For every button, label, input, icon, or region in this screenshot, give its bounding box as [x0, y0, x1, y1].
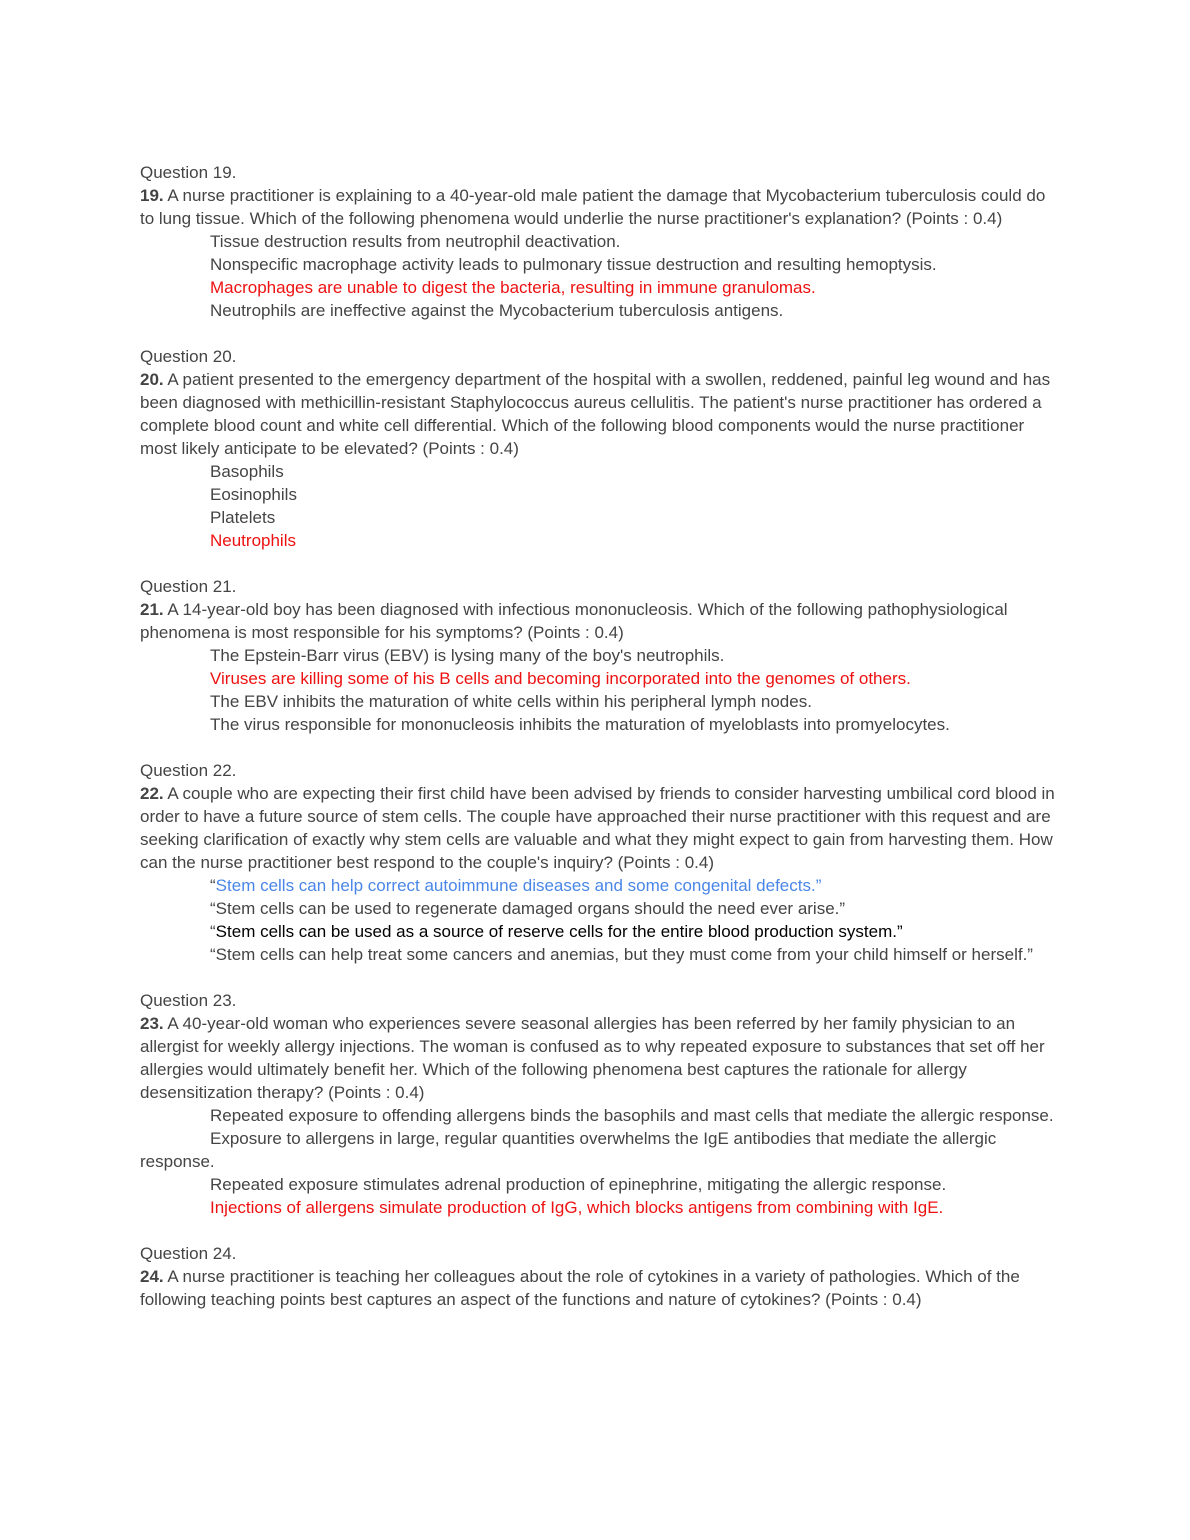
question-text — [140, 1012, 1055, 1104]
open-quote: “ — [210, 876, 216, 895]
question-text — [140, 1265, 1055, 1311]
answer-option-correct[interactable]: Macrophages are unable to digest the bacteria, resulting in immune granulomas. — [210, 278, 816, 297]
answer-option[interactable]: Basophils — [210, 462, 284, 481]
question-heading: Question 24. — [140, 1244, 237, 1263]
question-text — [140, 184, 1055, 230]
answer-option[interactable]: Neutrophils are ineffective against the Mycobacterium tuberculosis antigens. — [210, 301, 784, 320]
question-list — [140, 161, 1055, 1334]
answer-text: Stem cells can help correct autoimmune diseases and some congenital defects.” — [215, 876, 822, 895]
answer-option[interactable]: “Stem cells can help treat some cancers and anemias, but they must come from your child himself or herself.” — [210, 945, 1033, 964]
question-text — [140, 598, 1055, 644]
answer-option[interactable]: “Stem cells can be used to regenerate damaged organs should the need ever arise.” — [210, 899, 846, 918]
question-heading: Question 19. — [140, 163, 237, 182]
answer-option-emphasized[interactable] — [140, 920, 1055, 943]
answer-option[interactable]: Eosinophils — [210, 485, 297, 504]
question-heading: Question 21. — [140, 577, 237, 596]
question-24 — [140, 1242, 1055, 1311]
question-prompt: A couple who are expecting their first child have been advised by friends to consider harvesting umbilical cord blood in order to have a future source of stem cells. The couple have approached their nurse practitioner with this request and are seeking clarification of exactly why stem cells are valuable and what they might expect to gain from harvesting them. How can the nurse practitioner best respond to the couple's inquiry? (Points : 0.4) — [140, 784, 1055, 872]
answer-option[interactable]: Tissue destruction results from neutrophil deactivation. — [210, 232, 621, 251]
answer-option[interactable]: Repeated exposure to offending allergens binds the basophils and mast cells that mediate the allergic response. — [210, 1106, 1054, 1125]
answer-option[interactable]: Exposure to allergens in large, regular quantities overwhelms the IgE antibodies that mediate the allergic response. — [140, 1129, 997, 1171]
answer-option[interactable]: Platelets — [210, 508, 276, 527]
question-prompt: A 40-year-old woman who experiences severe seasonal allergies has been referred by her family physician to an allergist for weekly allergy injections. The woman is confused as to why repeated exposure to substances that set off her allergies would ultimately benefit her. Which of the following phenomena best captures the rationale for allergy desensitization therapy? (Points : 0.4) — [140, 1014, 1045, 1102]
question-number: 20. — [140, 370, 164, 389]
answer-text: Stem cells can be used as a source of reserve cells for the entire blood production system.” — [215, 922, 903, 941]
question-22 — [140, 759, 1055, 966]
answer-option-correct[interactable]: Viruses are killing some of his B cells and becoming incorporated into the genomes of others. — [210, 669, 911, 688]
question-text — [140, 782, 1055, 874]
answer-option-correct[interactable]: Injections of allergens simulate production of IgG, which blocks antigens from combining with IgE. — [210, 1198, 944, 1217]
open-quote: “ — [210, 922, 216, 941]
answer-option[interactable]: Repeated exposure stimulates adrenal production of epinephrine, mitigating the allergic response. — [210, 1175, 947, 1194]
question-text — [140, 368, 1055, 460]
answer-option[interactable]: The Epstein-Barr virus (EBV) is lysing many of the boy's neutrophils. — [210, 646, 725, 665]
question-21 — [140, 575, 1055, 736]
answer-option[interactable]: Nonspecific macrophage activity leads to pulmonary tissue destruction and resulting hemoptysis. — [210, 255, 937, 274]
question-23 — [140, 989, 1055, 1219]
question-20 — [140, 345, 1055, 552]
question-prompt: A nurse practitioner is explaining to a 40-year-old male patient the damage that Mycobacterium tuberculosis could do to lung tissue. Which of the following phenomena would underlie the nurse practitioner's explanation? (Points : 0.4) — [140, 186, 1046, 228]
answer-option[interactable]: The virus responsible for mononucleosis inhibits the maturation of myeloblasts into promyelocytes. — [210, 715, 950, 734]
question-number: 22. — [140, 784, 164, 803]
question-19 — [140, 161, 1055, 322]
question-number: 23. — [140, 1014, 164, 1033]
answer-option-correct[interactable]: Neutrophils — [210, 531, 296, 550]
question-number: 24. — [140, 1267, 164, 1286]
question-heading: Question 20. — [140, 347, 237, 366]
question-prompt: A nurse practitioner is teaching her colleagues about the role of cytokines in a variety of pathologies. Which of the following teaching points best captures an aspect of the functions and nature of cytokines? (Points : 0.4) — [140, 1267, 1020, 1309]
answer-option-highlighted[interactable] — [140, 874, 1055, 897]
question-number: 19. — [140, 186, 164, 205]
question-number: 21. — [140, 600, 164, 619]
answer-option[interactable]: The EBV inhibits the maturation of white cells within his peripheral lymph nodes. — [210, 692, 812, 711]
question-heading: Question 22. — [140, 761, 237, 780]
question-prompt: A patient presented to the emergency department of the hospital with a swollen, reddened, painful leg wound and has been diagnosed with methicillin-resistant Staphylococcus aureus cellulitis. The patient's nurse practitioner has ordered a complete blood count and white cell differential. Which of the following blood components would the nurse practitioner most likely anticipate to be elevated? (Points : 0.4) — [140, 370, 1051, 458]
question-prompt: A 14-year-old boy has been diagnosed with infectious mononucleosis. Which of the following pathophysiological phenomena is most responsible for his symptoms? (Points : 0.4) — [140, 600, 1008, 642]
question-heading: Question 23. — [140, 991, 237, 1010]
